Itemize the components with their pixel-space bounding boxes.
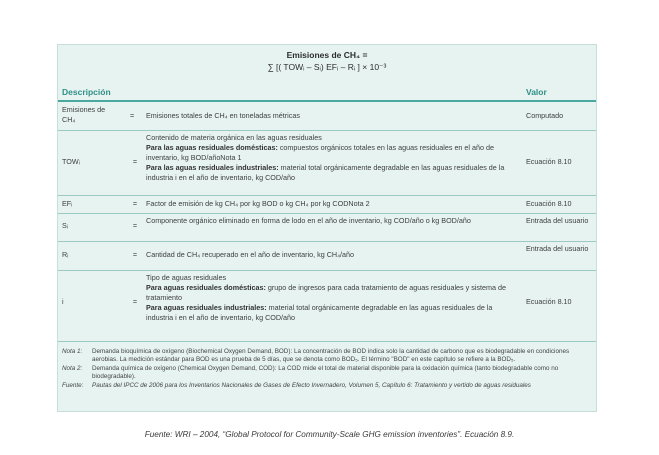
row-value: Entrada del usuario xyxy=(526,216,589,225)
row-line: Componente orgánico eliminado en forma de lodo en el año de inventario, kg COD/año o kg BOD/año xyxy=(146,216,471,225)
footnote-text: Pautas del IPCC de 2006 para los Inventarios Nacionales de Gases de Efecto Invernadero, Volumen 5, Capítulo 6: Tratamiento y vertido de aguas residuales xyxy=(92,381,531,389)
row-line: Para las aguas residuales industriales: material total orgánicamente degradable en las aguas residuales de la industria i en el año de inventario, kg COD/año xyxy=(146,163,505,182)
footnotes xyxy=(62,348,592,390)
row-description xyxy=(146,104,516,128)
row-divider xyxy=(58,213,596,214)
row-symbol: EFᵢ xyxy=(62,199,73,208)
row-description xyxy=(146,216,516,226)
table-row xyxy=(58,273,596,333)
row-line: Para aguas residuales industriales: material total orgánicamente degradable en las aguas residuales de la industria i en el año de inventario, kg COD/año xyxy=(146,303,493,322)
equation-box xyxy=(57,44,597,412)
row-line: Cantidad de CH₄ recuperado en el año de inventario, kg CH₄/año xyxy=(146,250,355,259)
row-equals: = xyxy=(132,221,138,230)
header-value: Valor xyxy=(526,87,547,97)
table-header xyxy=(58,87,596,99)
row-value: Ecuación 8.10 xyxy=(526,157,572,166)
row-symbol: Emisiones de CH₄ xyxy=(62,105,106,124)
row-equals: = xyxy=(130,111,135,120)
row-value: Ecuación 8.10 xyxy=(526,297,572,306)
row-equals: = xyxy=(132,157,138,166)
table-row xyxy=(58,243,596,267)
header-description: Descripción xyxy=(62,87,111,97)
table-row xyxy=(58,104,596,128)
row-value: Ecuación 8.10 xyxy=(526,199,572,208)
row-symbol: i xyxy=(62,297,64,306)
row-line: Emisiones totales de CH₄ en toneladas métricas xyxy=(146,111,300,120)
row-line: Contenido de materia orgánica en las aguas residuales xyxy=(146,133,322,142)
row-line: Para aguas residuales domésticas: grupo de ingresos para cada tratamiento de aguas residuales y sistema de tratamiento xyxy=(146,283,506,302)
row-symbol: Rᵢ xyxy=(62,250,69,259)
table-row xyxy=(58,215,596,237)
row-divider xyxy=(58,195,596,196)
row-description xyxy=(146,133,516,183)
row-symbol: Sᵢ xyxy=(62,221,68,230)
row-divider xyxy=(58,130,596,131)
footnote xyxy=(62,365,592,382)
row-equals: = xyxy=(132,250,138,259)
row-symbol: TOWᵢ xyxy=(62,157,80,166)
row-description xyxy=(146,199,516,209)
row-divider xyxy=(58,341,596,342)
row-equals: = xyxy=(132,297,138,306)
table-row xyxy=(58,133,596,193)
row-value: Entrada del usuario xyxy=(526,244,589,253)
row-description xyxy=(146,250,516,260)
row-value: Computado xyxy=(526,111,564,120)
row-line: Factor de emisión de kg CH₄ por kg BOD o kg CH₄ por kg CODNota 2 xyxy=(146,199,370,208)
figure-caption: Fuente: WRI – 2004, “Global Protocol for Community-Scale GHG emission inventories”. Ecuación 8.9. xyxy=(144,430,515,439)
footnote-label: Fuente: xyxy=(62,381,84,389)
row-equals: = xyxy=(132,199,138,208)
footnote xyxy=(62,348,592,365)
table-row xyxy=(58,197,596,211)
header-rule xyxy=(58,100,596,102)
footnote-label: Nota 1: xyxy=(62,348,83,355)
row-divider xyxy=(58,270,596,271)
row-divider xyxy=(58,241,596,242)
footnote-label: Nota 2: xyxy=(62,364,83,372)
footnote xyxy=(62,382,592,390)
formula xyxy=(58,49,596,73)
row-description xyxy=(146,273,516,323)
footnote-text: Demanda química de oxígeno (Chemical Oxygen Demand, COD): La COD mide el total de material disponible para la oxidación química (tanto biodegradable como no biodegradable). xyxy=(92,364,559,381)
row-line: Para las aguas residuales domésticas: compuestos orgánicos totales en las aguas residuales en el año de inventario, kg BOD/añoNota 1 xyxy=(146,143,495,162)
row-line: Tipo de aguas residuales xyxy=(146,273,227,282)
formula-expression: ∑ [( TOWᵢ – Sᵢ) EFᵢ – Rᵢ ] × 10⁻³ xyxy=(267,62,387,72)
formula-title: Emisiones de CH₄ = xyxy=(286,50,368,60)
footnote-text: Demanda bioquímica de oxígeno (Biochemical Oxygen Demand, BOD): La concentración de BOD indica solo la cantidad de carbono que es biodegradable en condiciones aerobias. La medición estándar para BOD es una prueba de 5 días, que se denota como BOD₅. El término "BOD" en este capítulo se refiere a la BOD₅. xyxy=(92,348,570,364)
